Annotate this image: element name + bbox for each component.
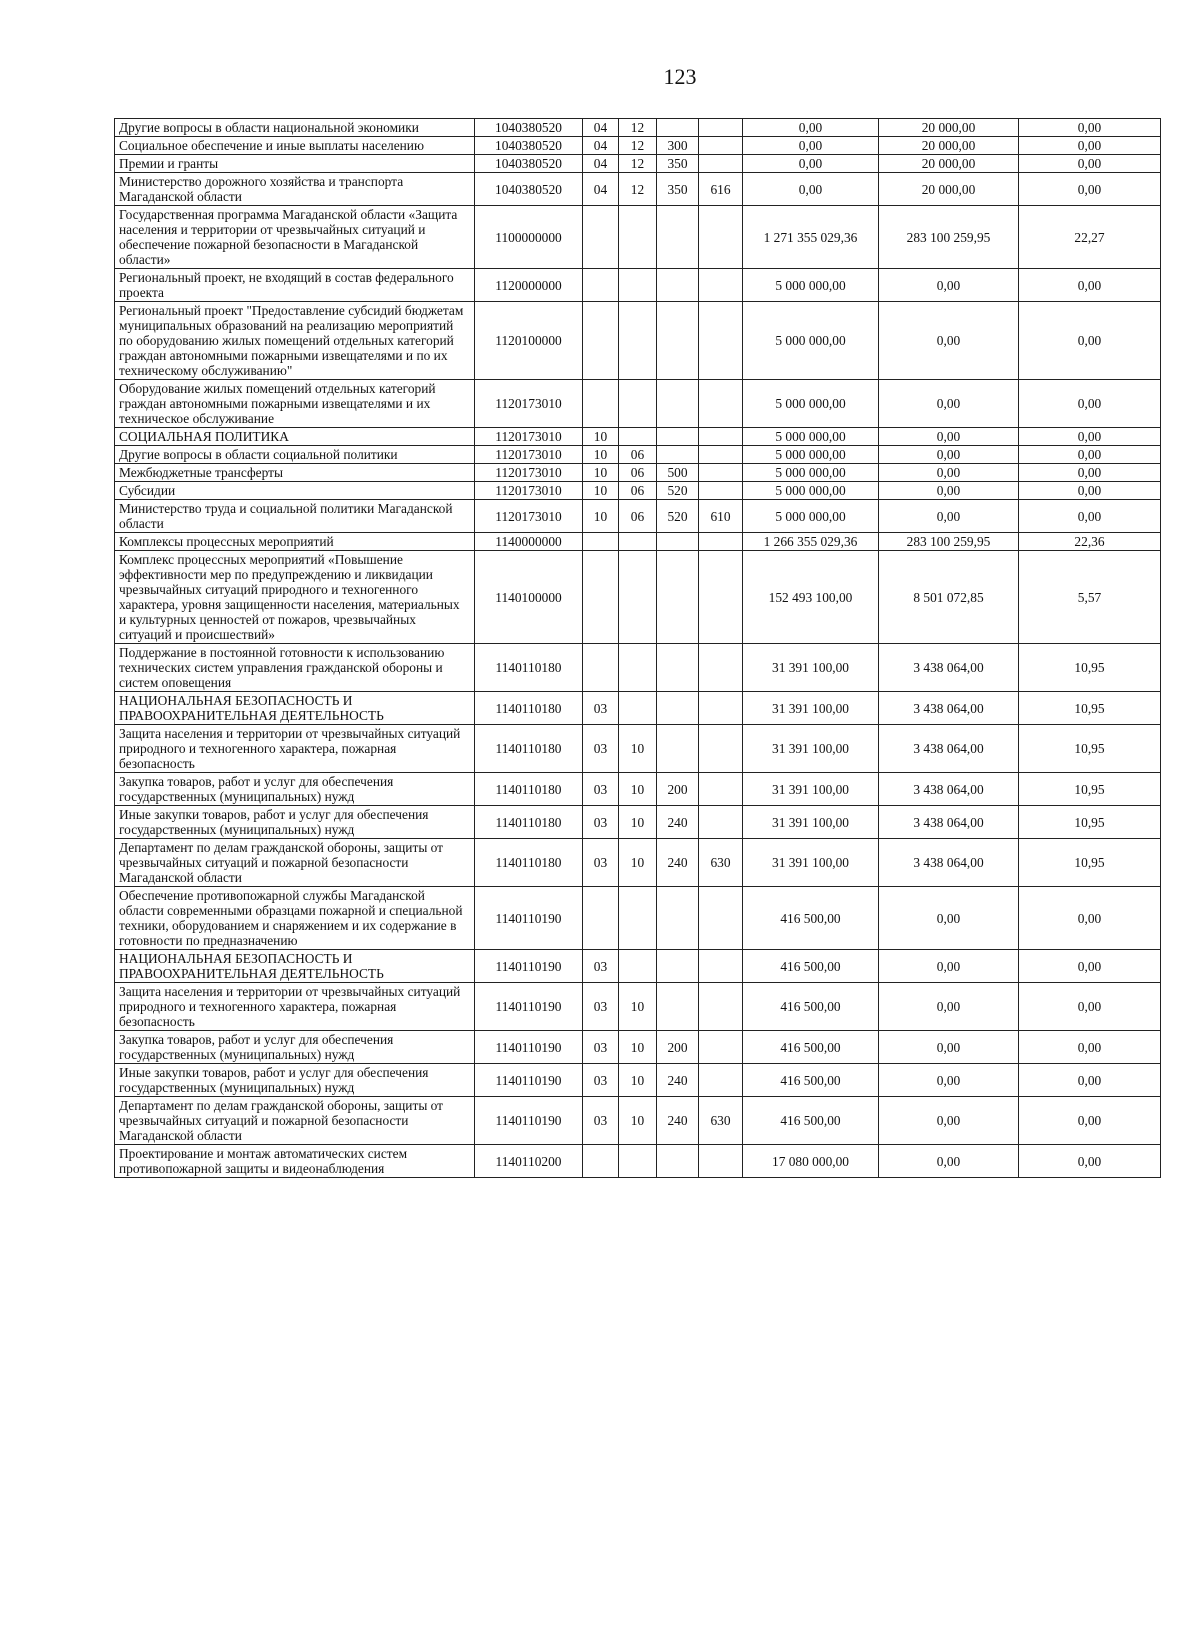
row-percent-cell: 10,95 [1019, 692, 1161, 725]
row-code-cell: 1120173010 [475, 446, 583, 464]
row-name-cell: Защита населения и территории от чрезвычайных ситуаций природного и техногенного характера, пожарная безопасность [115, 983, 475, 1031]
row-expense-type-cell [657, 206, 699, 269]
row-planned-amount-cell: 416 500,00 [743, 950, 879, 983]
row-executed-amount-cell: 3 438 064,00 [879, 644, 1019, 692]
row-admin-code-cell: 610 [699, 500, 743, 533]
row-name-cell: Комплекс процессных мероприятий «Повышение эффективности мер по предупреждению и ликвидации чрезвычайных ситуаций природного и техногенного характера, уровня защищенности населения, материальных и культурных ценностей от пожаров, чрезвычайных ситуаций и происшествий» [115, 551, 475, 644]
row-name-cell: Проектирование и монтаж автоматических систем противопожарной защиты и видеонаблюдения [115, 1145, 475, 1178]
row-section-cell: 03 [583, 983, 619, 1031]
row-code-cell: 1040380520 [475, 119, 583, 137]
row-planned-amount-cell: 31 391 100,00 [743, 725, 879, 773]
row-executed-amount-cell: 3 438 064,00 [879, 839, 1019, 887]
row-admin-code-cell [699, 446, 743, 464]
row-admin-code-cell: 616 [699, 173, 743, 206]
row-admin-code-cell: 630 [699, 1097, 743, 1145]
row-section-cell [583, 551, 619, 644]
row-planned-amount-cell: 5 000 000,00 [743, 446, 879, 464]
row-planned-amount-cell: 152 493 100,00 [743, 551, 879, 644]
row-admin-code-cell [699, 464, 743, 482]
row-admin-code-cell [699, 1031, 743, 1064]
row-admin-code-cell [699, 428, 743, 446]
row-name-cell: НАЦИОНАЛЬНАЯ БЕЗОПАСНОСТЬ И ПРАВООХРАНИТЕЛЬНАЯ ДЕЯТЕЛЬНОСТЬ [115, 692, 475, 725]
row-subsection-cell [619, 950, 657, 983]
table-row [115, 692, 1161, 725]
row-percent-cell: 0,00 [1019, 950, 1161, 983]
row-code-cell: 1040380520 [475, 137, 583, 155]
row-percent-cell: 0,00 [1019, 380, 1161, 428]
row-planned-amount-cell: 5 000 000,00 [743, 500, 879, 533]
row-subsection-cell [619, 692, 657, 725]
row-section-cell [583, 887, 619, 950]
row-expense-type-cell [657, 302, 699, 380]
row-expense-type-cell [657, 983, 699, 1031]
row-subsection-cell: 12 [619, 155, 657, 173]
row-name-cell: Государственная программа Магаданской области «Защита населения и территории от чрезвычайных ситуаций и обеспечение пожарной безопасности в Магаданской области» [115, 206, 475, 269]
row-executed-amount-cell: 0,00 [879, 950, 1019, 983]
row-admin-code-cell [699, 773, 743, 806]
row-admin-code-cell [699, 887, 743, 950]
row-section-cell: 04 [583, 119, 619, 137]
table-row [115, 1145, 1161, 1178]
row-percent-cell: 0,00 [1019, 269, 1161, 302]
row-expense-type-cell [657, 446, 699, 464]
row-name-cell: Департамент по делам гражданской обороны, защиты от чрезвычайных ситуаций и пожарной безопасности Магаданской области [115, 1097, 475, 1145]
row-code-cell: 1040380520 [475, 173, 583, 206]
row-subsection-cell: 12 [619, 119, 657, 137]
row-percent-cell: 0,00 [1019, 446, 1161, 464]
row-subsection-cell [619, 269, 657, 302]
row-admin-code-cell: 630 [699, 839, 743, 887]
row-executed-amount-cell: 0,00 [879, 983, 1019, 1031]
row-section-cell [583, 269, 619, 302]
row-planned-amount-cell: 416 500,00 [743, 887, 879, 950]
row-percent-cell: 10,95 [1019, 773, 1161, 806]
row-name-cell: Иные закупки товаров, работ и услуг для обеспечения государственных (муниципальных) нужд [115, 806, 475, 839]
row-expense-type-cell: 500 [657, 464, 699, 482]
row-percent-cell: 0,00 [1019, 428, 1161, 446]
row-admin-code-cell [699, 551, 743, 644]
row-executed-amount-cell: 3 438 064,00 [879, 692, 1019, 725]
row-percent-cell: 10,95 [1019, 839, 1161, 887]
row-planned-amount-cell: 31 391 100,00 [743, 644, 879, 692]
row-section-cell: 03 [583, 806, 619, 839]
table-row [115, 464, 1161, 482]
row-percent-cell: 22,36 [1019, 533, 1161, 551]
row-admin-code-cell [699, 302, 743, 380]
row-subsection-cell [619, 428, 657, 446]
row-section-cell [583, 1145, 619, 1178]
row-planned-amount-cell: 416 500,00 [743, 983, 879, 1031]
row-percent-cell: 0,00 [1019, 155, 1161, 173]
row-name-cell: Другие вопросы в области социальной политики [115, 446, 475, 464]
row-executed-amount-cell: 0,00 [879, 1064, 1019, 1097]
row-expense-type-cell [657, 551, 699, 644]
row-admin-code-cell [699, 482, 743, 500]
row-percent-cell: 10,95 [1019, 644, 1161, 692]
row-subsection-cell [619, 533, 657, 551]
row-code-cell: 1120173010 [475, 380, 583, 428]
table-row [115, 1097, 1161, 1145]
row-section-cell: 03 [583, 725, 619, 773]
table-row [115, 380, 1161, 428]
row-percent-cell: 0,00 [1019, 887, 1161, 950]
row-name-cell: Поддержание в постоянной готовности к использованию технических систем управления гражданской обороны и систем оповещения [115, 644, 475, 692]
table-row [115, 500, 1161, 533]
row-planned-amount-cell: 0,00 [743, 155, 879, 173]
row-expense-type-cell [657, 119, 699, 137]
row-subsection-cell [619, 302, 657, 380]
row-executed-amount-cell: 0,00 [879, 887, 1019, 950]
row-subsection-cell: 10 [619, 806, 657, 839]
row-name-cell: НАЦИОНАЛЬНАЯ БЕЗОПАСНОСТЬ И ПРАВООХРАНИТЕЛЬНАЯ ДЕЯТЕЛЬНОСТЬ [115, 950, 475, 983]
table-row [115, 428, 1161, 446]
row-expense-type-cell [657, 887, 699, 950]
table-row [115, 983, 1161, 1031]
row-code-cell: 1140110180 [475, 806, 583, 839]
row-section-cell: 04 [583, 137, 619, 155]
row-expense-type-cell: 300 [657, 137, 699, 155]
row-subsection-cell: 10 [619, 725, 657, 773]
row-percent-cell: 10,95 [1019, 806, 1161, 839]
row-planned-amount-cell: 31 391 100,00 [743, 773, 879, 806]
row-percent-cell: 0,00 [1019, 983, 1161, 1031]
row-code-cell: 1140110190 [475, 983, 583, 1031]
row-section-cell: 03 [583, 773, 619, 806]
row-executed-amount-cell: 0,00 [879, 446, 1019, 464]
row-admin-code-cell [699, 950, 743, 983]
row-subsection-cell [619, 380, 657, 428]
row-executed-amount-cell: 8 501 072,85 [879, 551, 1019, 644]
budget-table [114, 118, 1161, 1178]
table-row [115, 446, 1161, 464]
table-row [115, 1031, 1161, 1064]
row-executed-amount-cell: 0,00 [879, 500, 1019, 533]
row-planned-amount-cell: 0,00 [743, 137, 879, 155]
table-row [115, 806, 1161, 839]
row-subsection-cell: 10 [619, 983, 657, 1031]
row-planned-amount-cell: 17 080 000,00 [743, 1145, 879, 1178]
row-planned-amount-cell: 416 500,00 [743, 1064, 879, 1097]
row-code-cell: 1120100000 [475, 302, 583, 380]
row-expense-type-cell [657, 1145, 699, 1178]
row-admin-code-cell [699, 380, 743, 428]
row-subsection-cell [619, 644, 657, 692]
row-admin-code-cell [699, 1145, 743, 1178]
row-planned-amount-cell: 1 266 355 029,36 [743, 533, 879, 551]
row-section-cell: 10 [583, 428, 619, 446]
row-percent-cell: 0,00 [1019, 1064, 1161, 1097]
row-subsection-cell: 06 [619, 446, 657, 464]
table-row [115, 137, 1161, 155]
row-section-cell: 03 [583, 692, 619, 725]
row-expense-type-cell [657, 950, 699, 983]
row-code-cell: 1140110180 [475, 725, 583, 773]
row-executed-amount-cell: 20 000,00 [879, 173, 1019, 206]
row-code-cell: 1140110180 [475, 773, 583, 806]
row-subsection-cell: 06 [619, 464, 657, 482]
row-name-cell: Обеспечение противопожарной службы Магаданской области современными образцами пожарной и специальной техники, оборудованием и снаряжением и их содержание в готовности по предназначению [115, 887, 475, 950]
row-code-cell: 1100000000 [475, 206, 583, 269]
row-admin-code-cell [699, 725, 743, 773]
row-expense-type-cell: 200 [657, 773, 699, 806]
row-admin-code-cell [699, 137, 743, 155]
table-row [115, 887, 1161, 950]
row-code-cell: 1140110190 [475, 887, 583, 950]
row-code-cell: 1120173010 [475, 500, 583, 533]
row-admin-code-cell [699, 692, 743, 725]
row-code-cell: 1120000000 [475, 269, 583, 302]
row-expense-type-cell [657, 692, 699, 725]
row-name-cell: Межбюджетные трансферты [115, 464, 475, 482]
row-executed-amount-cell: 0,00 [879, 1097, 1019, 1145]
row-executed-amount-cell: 0,00 [879, 380, 1019, 428]
row-planned-amount-cell: 5 000 000,00 [743, 269, 879, 302]
row-percent-cell: 0,00 [1019, 1031, 1161, 1064]
row-executed-amount-cell: 0,00 [879, 464, 1019, 482]
row-admin-code-cell [699, 155, 743, 173]
row-expense-type-cell: 240 [657, 1097, 699, 1145]
row-name-cell: Министерство дорожного хозяйства и транспорта Магаданской области [115, 173, 475, 206]
row-section-cell [583, 206, 619, 269]
row-percent-cell: 0,00 [1019, 173, 1161, 206]
row-subsection-cell: 06 [619, 500, 657, 533]
row-name-cell: Другие вопросы в области национальной экономики [115, 119, 475, 137]
row-section-cell: 03 [583, 950, 619, 983]
row-planned-amount-cell: 5 000 000,00 [743, 428, 879, 446]
row-subsection-cell: 10 [619, 1031, 657, 1064]
table-row [115, 725, 1161, 773]
table-row [115, 773, 1161, 806]
row-percent-cell: 0,00 [1019, 482, 1161, 500]
row-planned-amount-cell: 31 391 100,00 [743, 806, 879, 839]
page-number: 123 [663, 64, 697, 89]
row-admin-code-cell [699, 806, 743, 839]
row-executed-amount-cell: 20 000,00 [879, 119, 1019, 137]
row-planned-amount-cell: 5 000 000,00 [743, 380, 879, 428]
row-section-cell: 03 [583, 839, 619, 887]
row-subsection-cell: 10 [619, 773, 657, 806]
row-code-cell: 1140110200 [475, 1145, 583, 1178]
table-row [115, 551, 1161, 644]
row-executed-amount-cell: 3 438 064,00 [879, 806, 1019, 839]
row-name-cell: Министерство труда и социальной политики Магаданской области [115, 500, 475, 533]
row-subsection-cell [619, 206, 657, 269]
row-section-cell: 03 [583, 1064, 619, 1097]
row-admin-code-cell [699, 983, 743, 1031]
table-row [115, 269, 1161, 302]
row-planned-amount-cell: 5 000 000,00 [743, 302, 879, 380]
row-name-cell: Закупка товаров, работ и услуг для обеспечения государственных (муниципальных) нужд [115, 773, 475, 806]
row-expense-type-cell [657, 725, 699, 773]
row-percent-cell: 0,00 [1019, 1145, 1161, 1178]
row-code-cell: 1120173010 [475, 464, 583, 482]
table-row [115, 206, 1161, 269]
row-name-cell: Субсидии [115, 482, 475, 500]
row-percent-cell: 0,00 [1019, 119, 1161, 137]
row-code-cell: 1140110180 [475, 692, 583, 725]
row-percent-cell: 5,57 [1019, 551, 1161, 644]
row-name-cell: Закупка товаров, работ и услуг для обеспечения государственных (муниципальных) нужд [115, 1031, 475, 1064]
row-code-cell: 1140110190 [475, 1031, 583, 1064]
row-executed-amount-cell: 20 000,00 [879, 155, 1019, 173]
row-name-cell: Защита населения и территории от чрезвычайных ситуаций природного и техногенного характера, пожарная безопасность [115, 725, 475, 773]
row-name-cell: Региональный проект "Предоставление субсидий бюджетам муниципальных образований на реализацию мероприятий по оборудованию жилых помещений отдельных категорий граждан автономными пожарными извещателями и по их техническому обслуживанию" [115, 302, 475, 380]
row-percent-cell: 0,00 [1019, 1097, 1161, 1145]
row-name-cell: Оборудование жилых помещений отдельных категорий граждан автономными пожарными извещателями и их техническое обслуживание [115, 380, 475, 428]
row-executed-amount-cell: 283 100 259,95 [879, 533, 1019, 551]
row-expense-type-cell: 520 [657, 482, 699, 500]
row-name-cell: Социальное обеспечение и иные выплаты населению [115, 137, 475, 155]
row-name-cell: Департамент по делам гражданской обороны, защиты от чрезвычайных ситуаций и пожарной безопасности Магаданской области [115, 839, 475, 887]
row-expense-type-cell: 240 [657, 1064, 699, 1097]
row-executed-amount-cell: 3 438 064,00 [879, 773, 1019, 806]
row-expense-type-cell: 520 [657, 500, 699, 533]
row-executed-amount-cell: 0,00 [879, 428, 1019, 446]
row-section-cell [583, 533, 619, 551]
row-percent-cell: 0,00 [1019, 500, 1161, 533]
row-percent-cell: 0,00 [1019, 302, 1161, 380]
row-section-cell: 03 [583, 1031, 619, 1064]
row-name-cell: Премии и гранты [115, 155, 475, 173]
row-percent-cell: 22,27 [1019, 206, 1161, 269]
table-row [115, 119, 1161, 137]
row-subsection-cell [619, 551, 657, 644]
row-subsection-cell: 10 [619, 1064, 657, 1097]
row-section-cell [583, 380, 619, 428]
row-subsection-cell: 12 [619, 137, 657, 155]
table-row [115, 644, 1161, 692]
row-expense-type-cell [657, 380, 699, 428]
table-row [115, 302, 1161, 380]
row-percent-cell: 0,00 [1019, 464, 1161, 482]
row-subsection-cell: 10 [619, 1097, 657, 1145]
table-row [115, 533, 1161, 551]
row-executed-amount-cell: 283 100 259,95 [879, 206, 1019, 269]
row-planned-amount-cell: 5 000 000,00 [743, 464, 879, 482]
row-planned-amount-cell: 1 271 355 029,36 [743, 206, 879, 269]
row-expense-type-cell: 200 [657, 1031, 699, 1064]
row-executed-amount-cell: 20 000,00 [879, 137, 1019, 155]
row-expense-type-cell: 350 [657, 155, 699, 173]
row-section-cell: 03 [583, 1097, 619, 1145]
row-planned-amount-cell: 0,00 [743, 173, 879, 206]
row-planned-amount-cell: 416 500,00 [743, 1097, 879, 1145]
row-planned-amount-cell: 5 000 000,00 [743, 482, 879, 500]
row-admin-code-cell [699, 644, 743, 692]
row-section-cell: 10 [583, 446, 619, 464]
row-expense-type-cell: 240 [657, 806, 699, 839]
row-section-cell: 04 [583, 173, 619, 206]
row-code-cell: 1140110190 [475, 1064, 583, 1097]
row-section-cell [583, 644, 619, 692]
row-admin-code-cell [699, 1064, 743, 1097]
row-code-cell: 1120173010 [475, 428, 583, 446]
row-section-cell: 04 [583, 155, 619, 173]
row-expense-type-cell [657, 644, 699, 692]
row-admin-code-cell [699, 269, 743, 302]
row-planned-amount-cell: 0,00 [743, 119, 879, 137]
row-code-cell: 1140100000 [475, 551, 583, 644]
table-row [115, 155, 1161, 173]
row-admin-code-cell [699, 206, 743, 269]
row-planned-amount-cell: 31 391 100,00 [743, 839, 879, 887]
table-row [115, 839, 1161, 887]
row-subsection-cell: 10 [619, 839, 657, 887]
table-row [115, 173, 1161, 206]
row-code-cell: 1120173010 [475, 482, 583, 500]
row-name-cell: Региональный проект, не входящий в состав федерального проекта [115, 269, 475, 302]
row-percent-cell: 10,95 [1019, 725, 1161, 773]
row-expense-type-cell: 240 [657, 839, 699, 887]
row-code-cell: 1140110180 [475, 644, 583, 692]
row-planned-amount-cell: 31 391 100,00 [743, 692, 879, 725]
row-section-cell: 10 [583, 500, 619, 533]
row-expense-type-cell: 350 [657, 173, 699, 206]
row-admin-code-cell [699, 533, 743, 551]
row-name-cell: СОЦИАЛЬНАЯ ПОЛИТИКА [115, 428, 475, 446]
row-code-cell: 1140110190 [475, 950, 583, 983]
row-code-cell: 1140110180 [475, 839, 583, 887]
row-section-cell [583, 302, 619, 380]
table-row [115, 1064, 1161, 1097]
row-executed-amount-cell: 0,00 [879, 302, 1019, 380]
row-subsection-cell: 06 [619, 482, 657, 500]
row-code-cell: 1140110190 [475, 1097, 583, 1145]
row-admin-code-cell [699, 119, 743, 137]
table-body [115, 119, 1161, 1178]
row-percent-cell: 0,00 [1019, 137, 1161, 155]
row-section-cell: 10 [583, 482, 619, 500]
row-subsection-cell: 12 [619, 173, 657, 206]
table-row [115, 950, 1161, 983]
row-code-cell: 1140000000 [475, 533, 583, 551]
row-expense-type-cell [657, 269, 699, 302]
row-expense-type-cell [657, 533, 699, 551]
row-name-cell: Комплексы процессных мероприятий [115, 533, 475, 551]
row-executed-amount-cell: 3 438 064,00 [879, 725, 1019, 773]
row-name-cell: Иные закупки товаров, работ и услуг для обеспечения государственных (муниципальных) нужд [115, 1064, 475, 1097]
row-executed-amount-cell: 0,00 [879, 1031, 1019, 1064]
row-subsection-cell [619, 1145, 657, 1178]
row-code-cell: 1040380520 [475, 155, 583, 173]
row-subsection-cell [619, 887, 657, 950]
table-row [115, 482, 1161, 500]
row-executed-amount-cell: 0,00 [879, 1145, 1019, 1178]
row-section-cell: 10 [583, 464, 619, 482]
row-executed-amount-cell: 0,00 [879, 269, 1019, 302]
row-executed-amount-cell: 0,00 [879, 482, 1019, 500]
row-expense-type-cell [657, 428, 699, 446]
row-planned-amount-cell: 416 500,00 [743, 1031, 879, 1064]
